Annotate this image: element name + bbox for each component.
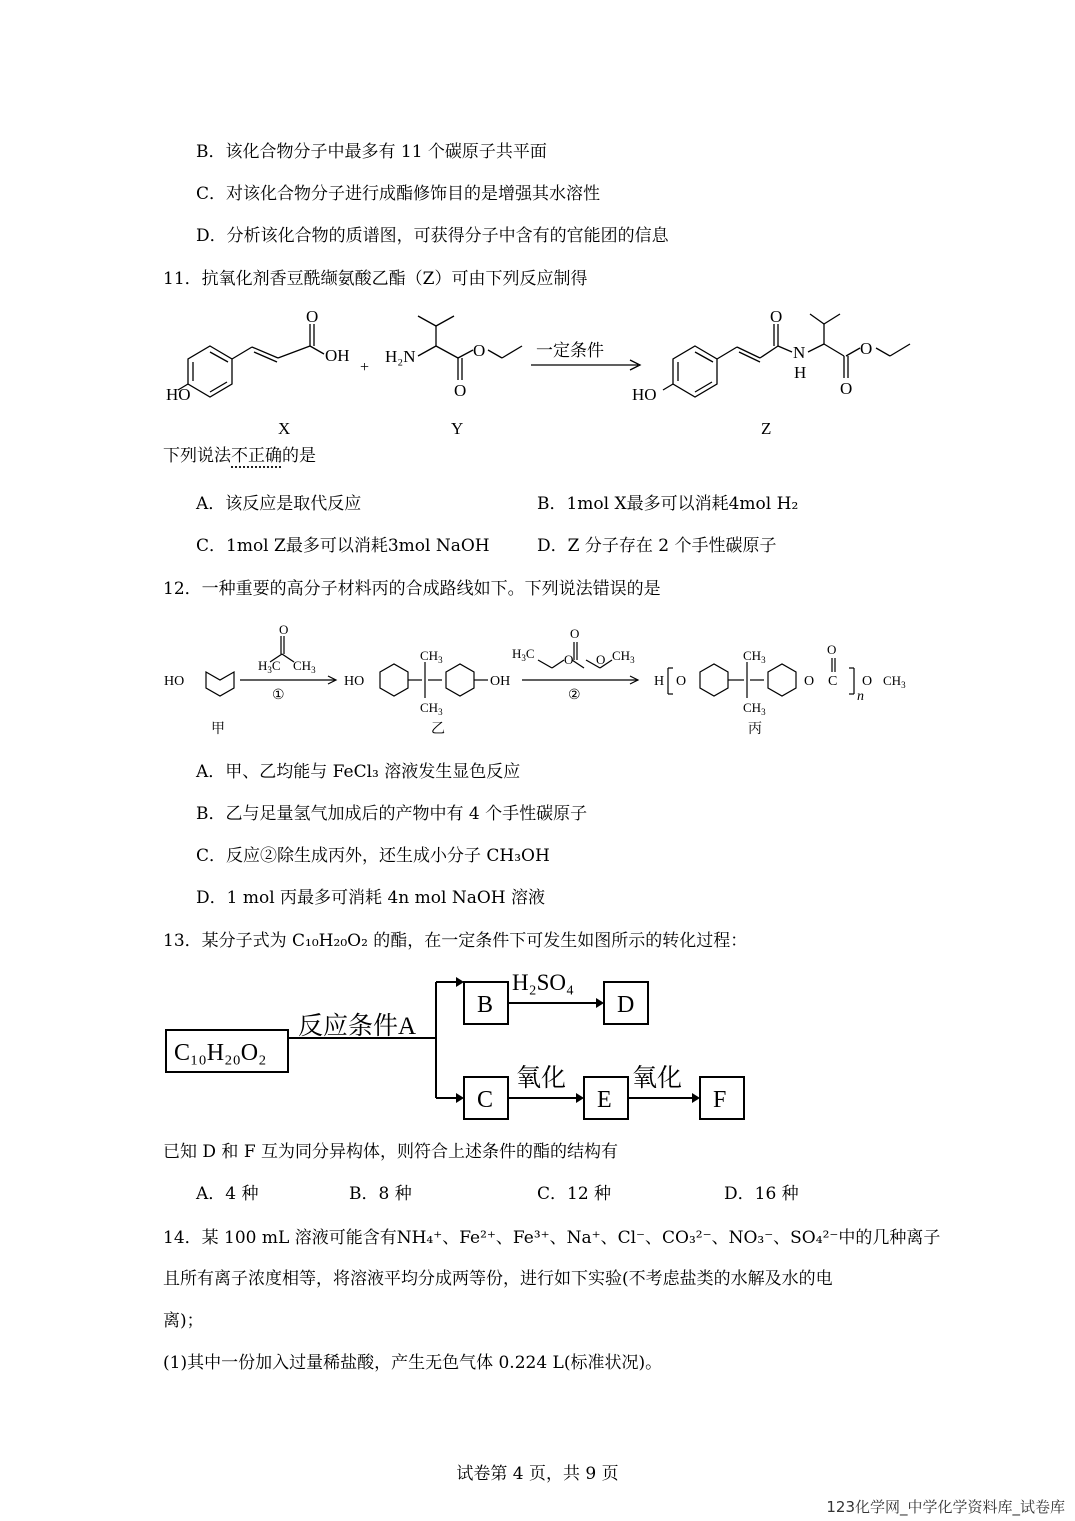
q11-option-d: D．Z 分子存在 2 个手性碳原子: [537, 536, 777, 556]
q10-option-c: C．对该化合物分子进行成酯修饰目的是增强其水溶性: [196, 184, 601, 204]
label-z: Z: [761, 419, 772, 438]
y-h2n-label: H₂N: [385, 347, 416, 366]
z-o2-label: O: [860, 339, 873, 358]
box-d: D: [617, 992, 635, 1018]
svg-text:CH3: $CH_3$: [883, 673, 906, 690]
q12-option-a: A．甲、乙均能与 FeCl₃ 溶液发生显色反应: [196, 762, 521, 782]
watermark: 123化学网_中学化学资料库_试卷库: [826, 1498, 1065, 1516]
q13-option-c: C．12 种: [537, 1184, 612, 1204]
label-yi: 乙: [431, 722, 445, 737]
q12-stem: 12．一种重要的高分子材料丙的合成路线如下。下列说法错误的是: [163, 579, 661, 599]
z-o3-label: O: [840, 379, 853, 398]
q12-option-b: B．乙与足量氢气加成后的产物中有 4 个手性碳原子: [196, 804, 588, 824]
svg-text:+: +: [360, 359, 370, 376]
label-x: X: [278, 419, 291, 438]
svg-text:CH3: $CH_3$: [420, 700, 443, 717]
q14-line-3: 离)；: [163, 1311, 204, 1331]
svg-text:O: O: [279, 622, 289, 637]
q13-option-b: B．8 种: [349, 1184, 412, 1204]
q12-option-d: D．1 mol 丙最多可消耗 4n mol NaOH 溶液: [196, 888, 545, 908]
q11-option-a: A．该反应是取代反应: [196, 494, 362, 514]
reaction-condition: 一定条件: [536, 341, 604, 360]
z-ho-label: HO: [632, 385, 657, 404]
svg-text:HO: HO: [344, 674, 365, 689]
q10-option-b: B．该化合物分子中最多有 11 个碳原子共平面: [196, 142, 547, 162]
svg-text:O: O: [827, 642, 837, 657]
svg-text:O: O: [862, 674, 873, 689]
svg-text:CH3: $CH_3$: [293, 658, 316, 675]
q11-question: 下列说法不正确的是: [163, 446, 316, 466]
y-o-label: O: [473, 341, 486, 360]
svg-text:H: H: [654, 674, 665, 689]
q14-line-4: (1)其中一份加入过量稀盐酸，产生无色气体 0.224 L(标准状况)。: [163, 1353, 663, 1373]
x-ho-label: HO: [166, 385, 191, 404]
page-footer: 试卷第 4 页，共 9 页: [456, 1464, 619, 1484]
svg-text:HO: HO: [164, 674, 185, 689]
step-1: ①: [272, 688, 285, 703]
q13-option-d: D．16 种: [724, 1184, 799, 1204]
step-2: ②: [568, 688, 581, 703]
svg-text:CH3: $CH_3$: [420, 648, 443, 665]
q12-option-c: C．反应②除生成丙外，还生成小分子 CH₃OH: [196, 846, 550, 866]
q10-option-d: D．分析该化合物的质谱图，可获得分子中含有的官能团的信息: [196, 226, 669, 246]
z-h-label: H: [794, 363, 807, 382]
box-c: C: [477, 1087, 494, 1113]
x-oh-label: OH: [325, 346, 350, 365]
y-o2-label: O: [454, 381, 467, 400]
q11-option-b: B．1mol X最多可以消耗4mol H₂: [537, 494, 799, 514]
svg-text:CH3: $CH_3$: [743, 700, 766, 717]
label-y: Y: [451, 419, 464, 438]
q13-option-a: A．4 种: [196, 1184, 259, 1204]
svg-text:O: O: [804, 674, 815, 689]
label-jia: 甲: [211, 722, 225, 737]
q13-flow-diagram: [160, 962, 760, 1124]
q11-reaction-diagram: [160, 300, 920, 445]
svg-text:n: n: [857, 689, 864, 704]
start-formula: C₁₀H₂₀O₂: [174, 1040, 267, 1066]
z-n-label: N: [793, 343, 806, 362]
svg-text:O: O: [596, 652, 606, 667]
z-o-label: O: [770, 307, 783, 326]
box-f: F: [713, 1087, 727, 1113]
svg-text:O: O: [676, 674, 687, 689]
h2so4-label: H₂SO₄: [512, 970, 575, 995]
q14-line-1: 14．某 100 mL 溶液可能含有NH₄⁺、Fe²⁺、Fe³⁺、Na⁺、Cl⁻、CO₃²⁻、NO₃⁻、SO₄²⁻中的几种离子: [163, 1228, 941, 1248]
x-o-label: O: [306, 307, 319, 326]
q13-question: 已知 D 和 F 互为同分异构体，则符合上述条件的酯的结构有: [163, 1142, 619, 1162]
oxidation-2: 氧化: [632, 1065, 683, 1092]
q13-stem: 13．某分子式为 C₁₀H₂₀O₂ 的酯，在一定条件下可发生如图所示的转化过程：: [163, 931, 748, 951]
oxidation-1: 氧化: [516, 1065, 567, 1092]
q11-option-c: C．1mol Z最多可以消耗3mol NaOH: [196, 536, 490, 556]
label-bing: 丙: [748, 722, 762, 737]
q11-stem: 11．抗氧化剂香豆酰缬氨酸乙酯（Z）可由下列反应制得: [163, 269, 588, 289]
q14-line-2: 且所有离子浓度相等，将溶液平均分成两等份，进行如下实验(不考虑盐类的水解及水的电: [163, 1269, 833, 1289]
svg-text:H3C: $H_3C$: [512, 646, 535, 663]
svg-text:OH: OH: [490, 674, 511, 689]
box-e: E: [597, 1087, 612, 1113]
svg-text:CH3: $CH_3$: [612, 648, 635, 665]
svg-text:C: C: [828, 674, 838, 689]
condition-a: 反应条件A: [298, 1013, 417, 1040]
svg-text:O: O: [564, 652, 574, 667]
svg-text:CH3: $CH_3$: [743, 648, 766, 665]
svg-text:O: O: [570, 626, 580, 641]
q12-synthesis-diagram: [160, 620, 920, 745]
box-b: B: [477, 992, 494, 1018]
svg-text:H3C: $H_3C$: [258, 658, 281, 675]
